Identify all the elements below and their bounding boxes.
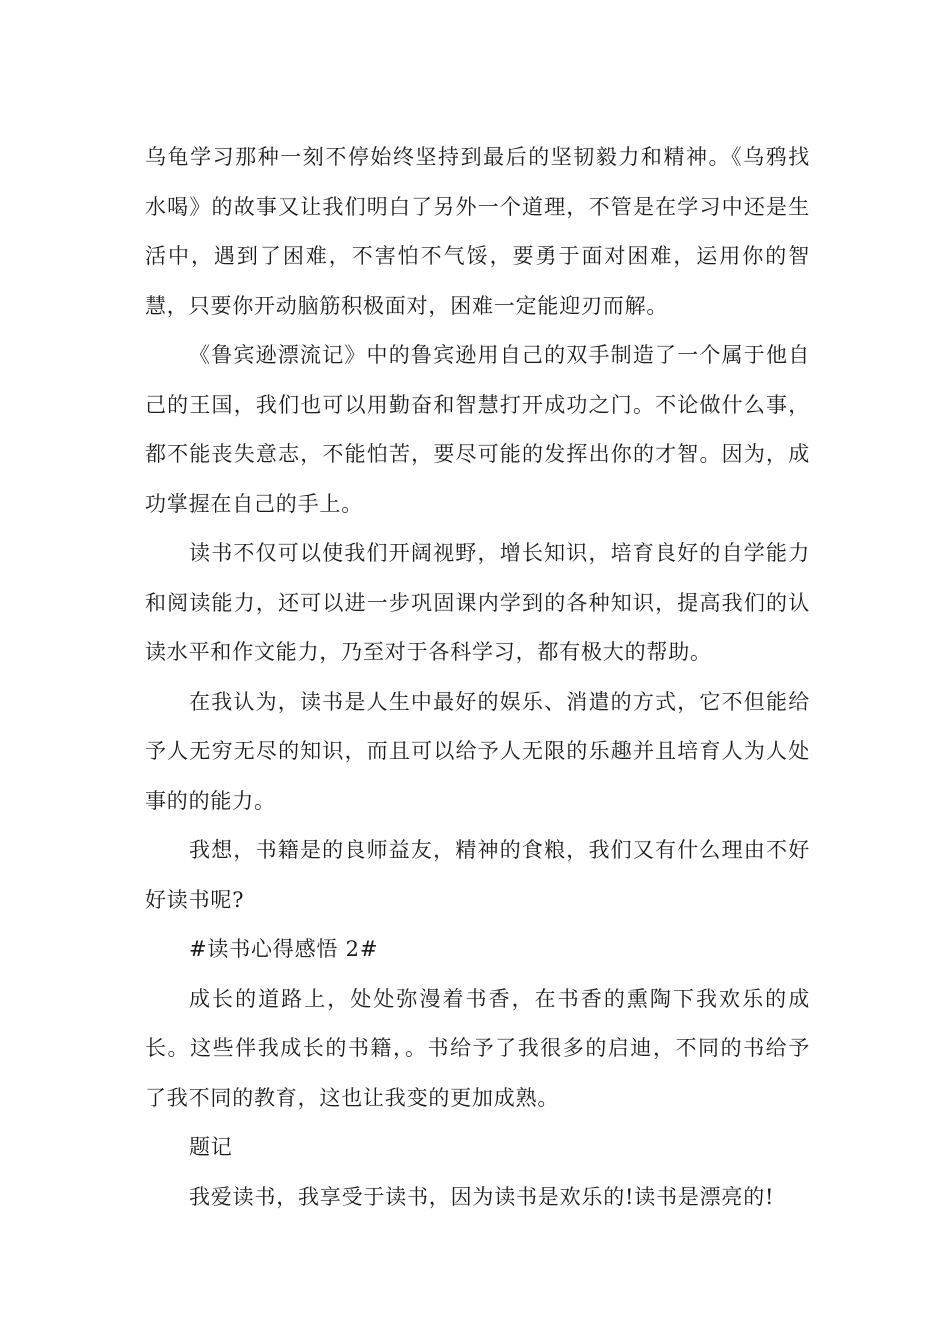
document-body (145, 133, 810, 1222)
paragraph-7: 我爱读书，我享受于读书，因为读书是欢乐的!读书是漂亮的! (189, 1184, 775, 1209)
section-heading: #读书心得感悟 2# (189, 937, 379, 961)
paragraph-1: 乌龟学习那种一刻不停始终坚持到最后的坚韧毅力和精神。《乌鸦找水喝》的故事又让我们明白了另外一个道理，不管是在学习中还是生活中，遇到了困难，不害怕不气馁，要勇于面对困难，运用你的智慧，只要你开动脑筋积极面对，困难一定能迎刃而解。 (145, 145, 810, 318)
epigraph-label: 题记 (189, 1135, 233, 1159)
paragraph-3: 读书不仅可以使我们开阔视野，增长知识，培育良好的自学能力和阅读能力，还可以进一步巩固课内学到的各种知识，提高我们的认读水平和作文能力，乃至对于各科学习，都有极大的帮助。 (145, 541, 810, 664)
paragraph-6: 成长的道路上，处处弥漫着书香，在书香的熏陶下我欢乐的成长。这些伴我成长的书籍，。书给予了我很多的启迪，不同的书给予了我不同的教育，这也让我变的更加成熟。 (145, 986, 810, 1110)
paragraph-4: 在我认为，读书是人生中最好的娱乐、消遣的方式，它不但能给予人无穷无尽的知识，而且可以给予人无限的乐趣并且培育人为人处事的的能力。 (145, 689, 810, 813)
paragraph-5: 我想，书籍是的良师益友，精神的食粮，我们又有什么理由不好好读书呢? (145, 838, 810, 912)
paragraph-2: 《鲁宾逊漂流记》中的鲁宾逊用自己的双手制造了一个属于他自己的王国，我们也可以用勤奋和智慧打开成功之门。不论做什么事，都不能丧失意志，不能怕苦，要尽可能的发挥出你的才智。因为，成功掌握在自己的手上。 (145, 343, 810, 516)
